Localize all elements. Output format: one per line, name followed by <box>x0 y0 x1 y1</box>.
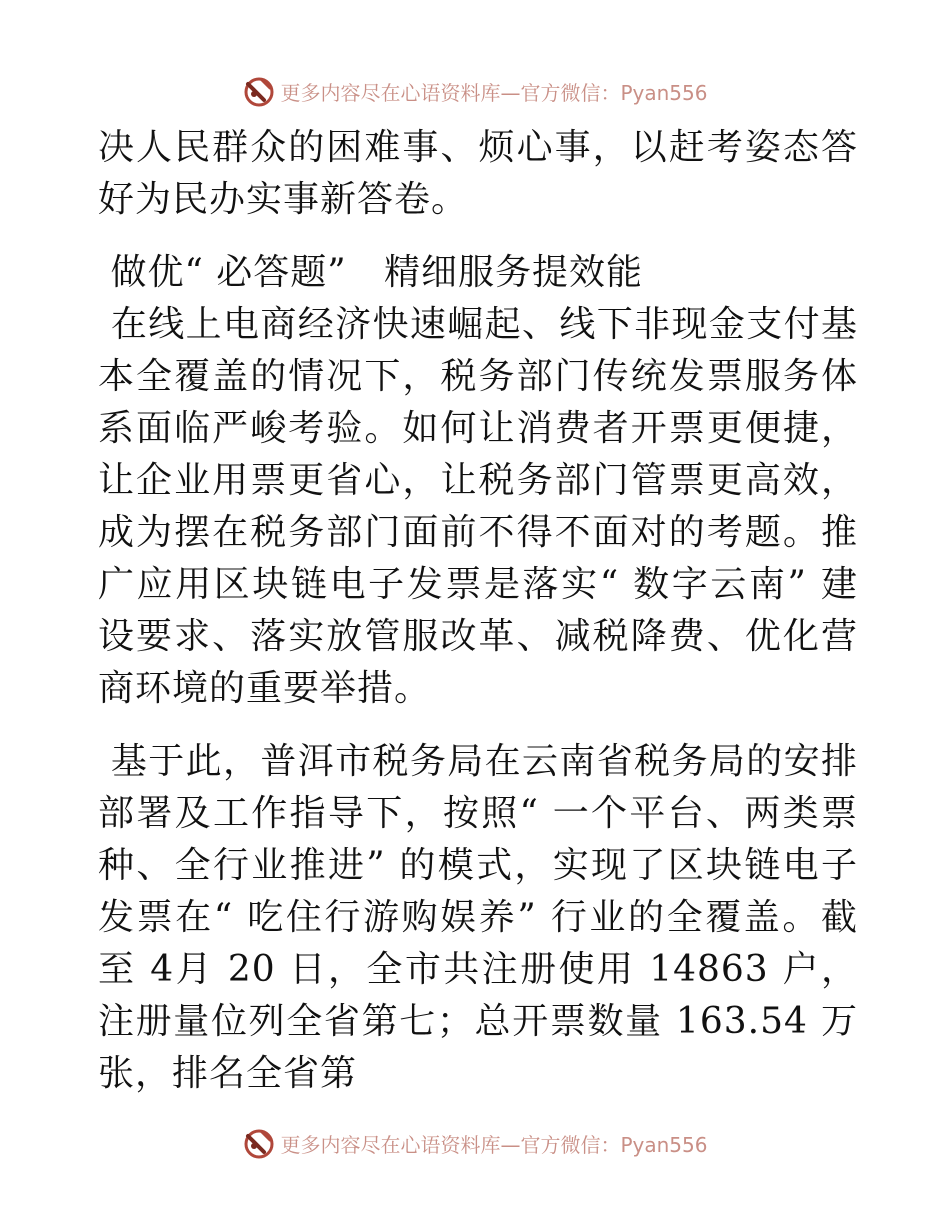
brush-seal-logo-icon <box>242 74 276 108</box>
document-body <box>98 122 858 1100</box>
section-heading: 做优“ 必答题” 精细服务提效能 <box>98 252 644 293</box>
watermark-header <box>0 74 950 108</box>
paragraph-2: 在线上电商经济快速崛起、线下非现金支付基本全覆盖的情况下，税务部门传统发票服务体系面临严峻考验。如何让消费者开票更便捷，让企业用票更省心，让税务部门管票更高效，成为摆在税务部门面前不得不面对的考题。推广应用区块链电子发票是落实“ 数字云南” 建设要求、落实放管服改革、减税降费、优化营商环境的重要举措。 <box>98 304 858 709</box>
watermark-text: 更多内容尽在心语资料库—官方微信：Pyan556 <box>280 1132 708 1157</box>
paragraph-3: 基于此，普洱市税务局在云南省税务局的安排部署及工作指导下，按照“ 一个平台、两类票种、全行业推进” 的模式，实现了区块链电子发票在“ 吃住行游购娱养” 行业的全覆盖。截至 4月 20 日，全市共注册使用 14863 户，注册量位列全省第七；总开票数量 163.54 万张，排名全省第 <box>98 741 858 1094</box>
watermark-text: 更多内容尽在心语资料库—官方微信：Pyan556 <box>280 80 708 105</box>
brush-seal-logo-icon <box>242 1126 276 1160</box>
paragraph-1: 决人民群众的困难事、烦心事，以赶考姿态答好为民办实事新答卷。 <box>98 127 858 220</box>
watermark-footer <box>0 1126 950 1160</box>
